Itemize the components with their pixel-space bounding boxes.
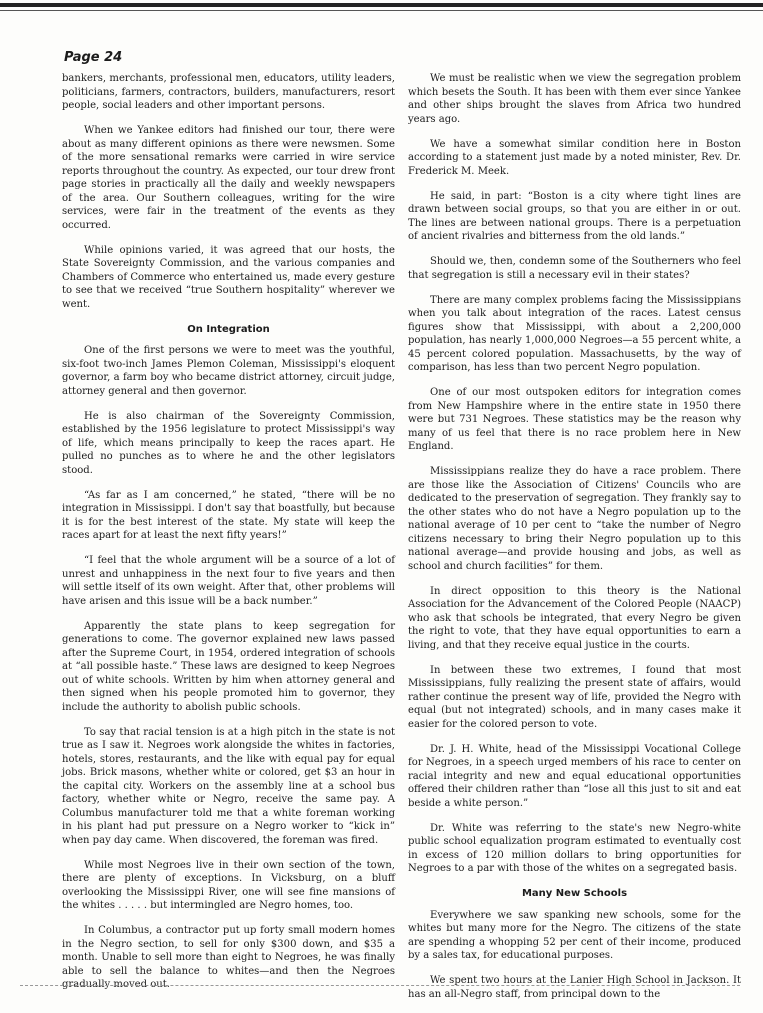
section-heading: Many New Schools <box>521 888 628 899</box>
section-heading: On Integration <box>187 323 270 335</box>
paragraph: While most Negroes live in their own section of the town, there are plenty of exceptions. In Vicksburg, on a bluff overlooking the Mississippi River, one will see fine mansions of the whites . . . . . but intermingled are Negro homes, too. <box>62 859 395 911</box>
paragraph: He is also chairman of the Sovereignty Commission, established by the 1956 legislature to protect Mississippi's way of life, which means principally to keep the races apart. He pulled no punches as to where he and the other legislators stood. <box>62 410 395 476</box>
paragraph: Dr. J. H. White, head of the Mississippi Vocational College for Negroes, in a speech urged members of his race to center on racial integrity and new and equal educational opportunities offered their children rather than “lose all this just to sit and eat beside a white person.” <box>408 743 741 809</box>
paragraph: Mississippians realize they do have a race problem. There are those like the Association of Citizens' Councils who are dedicated to the preservation of segregation. They frankly say to the other states who do not have a Negro population up to the national average of 10 per cent to “take the number of Negro citizens necessary to bring their Negro population up to this national average—and provide housing and jobs, as well as school and church facilities” for them. <box>408 466 741 572</box>
paragraph: There are many complex problems facing the Mississippians when you talk about integration of the races. Latest census figures show that Mississippi, with about a 2,200,000 population, has nearly 1,000,000 Negroes—a 55 percent white, a 45 percent colored population. Massachusetts, by the way of comparison, has less than two percent Negro population. <box>408 294 741 373</box>
paragraph: When we Yankee editors had finished our tour, there were about as many different opinions as there were newsmen. Some of the more sensational remarks were carried in wire service reports throughout the country. As expected, our tour drew front page stories in practically all the daily and weekly newspapers of the area. Our Southern colleagues, writing for the wire services, were fair in the treatment of the events as they occurred. <box>62 125 395 231</box>
paragraph: One of our most outspoken editors for integration comes from New Hampshire where in the entire state in 1950 there were but 731 Negroes. These statistics may be the reason why many of us feel that there is no race problem here in New England. <box>408 387 741 452</box>
paragraph: Everywhere we saw spanking new schools, some for the whites but many more for the Negro. The citizens of the state are spending a whopping 52 per cent of their income, produced by a sales tax, for educational purposes. <box>408 909 741 961</box>
page-number: Page 24 <box>64 50 123 65</box>
paragraph: To say that racial tension is at a high pitch in the state is not true as I saw it. Negroes work alongside the whites in factories, hotels, stores, restaurants, and the like with equal pay for equal jobs. Brick masons, whether white or colored, get $3 an hour in the capital city. Workers on the assembly line at a school bus factory, whether white or Negro, receive the same pay. A Columbus manufacturer told me that a white foreman working in his plant had put pressure on a Negro worker to “kick in” when pay day came. When discovered, the foreman was fired. <box>62 726 395 846</box>
paragraph: In between these two extremes, I found that most Mississippians, fully realizing the present state of affairs, would rather continue the present way of life, provided the Negro with equal (but not integrated) schools, and in many cases make it easier for the colored person to vote. <box>408 664 741 730</box>
paragraph: In Columbus, a contractor put up forty small modern homes in the Negro section, to sell for only $300 down, and $35 a month. Unable to sell more than eight to Negroes, he was finally able to sell the balance to whites—and then the Negroes gradually moved out. <box>62 925 395 990</box>
left-column <box>62 72 395 1003</box>
paragraph: One of the first persons we were to meet was the youthful, six-foot two-inch James Plemon Coleman, Mississippi's eloquent governor, a farm boy who became district attorney, circuit judge, attorney general and then governor. <box>62 345 395 397</box>
top-rule-thin <box>0 10 763 11</box>
paragraph: “I feel that the whole argument will be a source of a lot of unrest and unhappiness in the next four to five years and then will settle itself of its own weight. After that, other problems will have arisen and this issue will be a back number.” <box>62 555 395 607</box>
bottom-rule <box>20 985 740 987</box>
paragraph: Should we, then, condemn some of the Southerners who feel that segregation is still a necessary evil in their states? <box>408 256 741 281</box>
paragraph: In direct opposition to this theory is the National Association for the Advancement of the Colored People (NAACP) who ask that schools be integrated, that every Negro be given the right to vote, that they have equal opportunities to earn a living, and that they receive equal justice in the courts. <box>408 585 741 651</box>
right-column <box>408 72 741 1013</box>
paragraph: We spent two hours at the Lanier High School in Jackson. It has an all-Negro staff, from principal down to the <box>408 975 741 1000</box>
paragraph: We have a somewhat similar condition here in Boston according to a statement just made by a noted minister, Rev. Dr. Frederick M. Meek. <box>408 138 741 177</box>
paragraph: Apparently the state plans to keep segregation for generations to come. The governor explained new laws passed after the Supreme Court, in 1954, ordered integration of schools at “all possible haste.” These laws are designed to keep Negroes out of white schools. Written by him when attorney general and then signed when his people promoted him to governor, they include the authority to abolish public schools. <box>62 620 395 713</box>
paragraph: While opinions varied, it was agreed that our hosts, the State Sovereignty Commission, and the various companies and Chambers of Commerce who entertained us, made every gesture to see that we received “true Southern hospitality” wherever we went. <box>62 244 395 310</box>
paragraph: bankers, merchants, professional men, educators, utility leaders, politicians, farmers, contractors, builders, manufacturers, resort people, social leaders and other important persons. <box>62 73 395 111</box>
paragraph: Dr. White was referring to the state's new Negro-white public school equalization program estimated to eventually cost in excess of 120 million dollars to bring opportunities for Negroes to a par with those of the whites on a segregated basis. <box>408 822 741 874</box>
paragraph: He said, in part: “Boston is a city where tight lines are drawn between social groups, so that you are either in or out. The lines are between national groups. There is a perpetuation of ancient rivalries and bitterness from the old lands.” <box>408 190 741 242</box>
top-rule <box>0 3 763 7</box>
paragraph: “As far as I am concerned,” he stated, “there will be no integration in Mississippi. I don't say that boastfully, but because it is for the best interest of the state. My state will keep the races apart for at least the next fifty years!” <box>62 489 395 541</box>
paragraph: We must be realistic when we view the segregation problem which besets the South. It has been with them ever since Yankee and other ships brought the slaves from Africa two hundred years ago. <box>408 73 741 125</box>
